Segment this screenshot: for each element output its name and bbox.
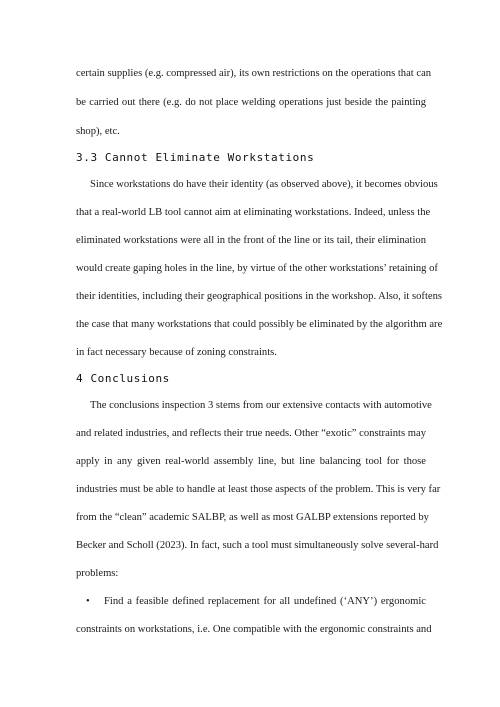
paragraph-line: from the “clean” academic SALBP, as well as most GALBP extensions reported by: [76, 512, 429, 523]
paragraph-line: be carried out there (e.g. do not place welding operations just beside the painting: [76, 97, 426, 108]
bullet-line: constraints on workstations, i.e. One compatible with the ergonomic constraints and: [76, 624, 432, 635]
paragraph-line: eliminated workstations were all in the front of the line or its tail, their elimination: [76, 235, 426, 246]
bullet-marker: •: [86, 596, 90, 607]
paragraph-line: in fact necessary because of zoning constraints.: [76, 347, 277, 358]
section-heading-4: 4 Conclusions: [76, 372, 170, 385]
paragraph-line: the case that many workstations that could possibly be eliminated by the algorithm are: [76, 319, 443, 330]
paragraph-line: apply in any given real-world assembly line, but line balancing tool for those: [76, 456, 426, 467]
paragraph-line: industries must be able to handle at least those aspects of the problem. This is very far: [76, 484, 441, 495]
paragraph-line: Since workstations do have their identity (as observed above), it becomes obvious: [90, 179, 438, 190]
paragraph-line: Becker and Scholl (2023). In fact, such a tool must simultaneously solve several-hard: [76, 540, 439, 551]
paragraph-line: shop), etc.: [76, 126, 120, 137]
section-heading-3-3: 3.3 Cannot Eliminate Workstations: [76, 151, 315, 164]
paragraph-line: certain supplies (e.g. compressed air), its own restrictions on the operations that can: [76, 68, 432, 79]
paragraph-line: problems:: [76, 568, 119, 579]
bullet-line: Find a feasible defined replacement for all undefined (‘ANY’) ergonomic: [104, 596, 426, 607]
paragraph-line: that a real-world LB tool cannot aim at eliminating workstations. Indeed, unless the: [76, 207, 431, 218]
paragraph-line: The conclusions inspection 3 stems from our extensive contacts with automotive: [90, 400, 432, 411]
paragraph-line: and related industries, and reflects their true needs. Other “exotic” constraints may: [76, 428, 426, 439]
paragraph-line: their identities, including their geographical positions in the workshop. Also, it softens: [76, 291, 443, 302]
paragraph-line: would create gaping holes in the line, by virtue of the other workstations’ retaining of: [76, 263, 438, 274]
